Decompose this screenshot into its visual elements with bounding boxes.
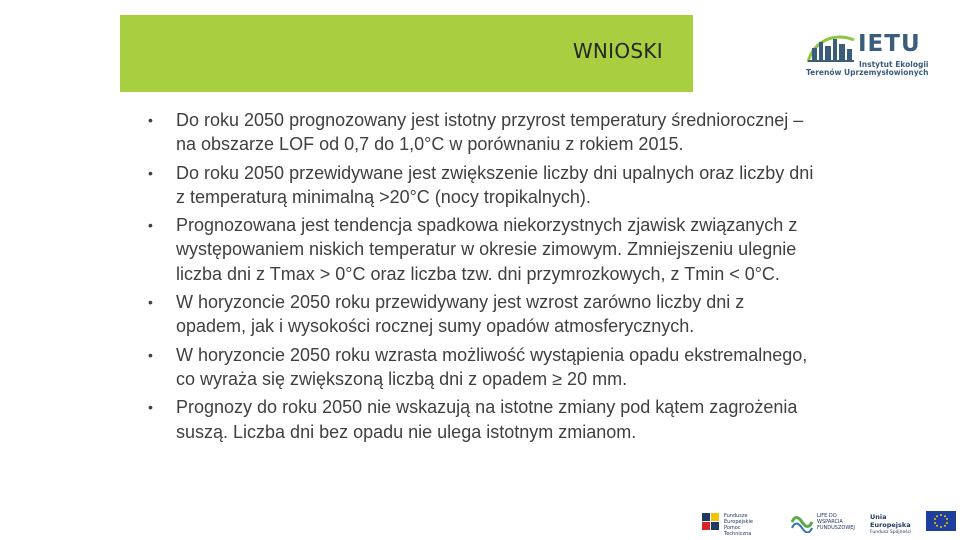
conclusions-list xyxy=(148,108,818,448)
list-item xyxy=(148,213,818,286)
unia-europejska-logo xyxy=(870,509,960,537)
fe-label-3: Pomoc Techniczna xyxy=(724,525,752,537)
list-item xyxy=(148,395,818,444)
bullet-text: W horyzoncie 2050 roku wzrasta możliwość wystąpienia opadu ekstremalnego, co wyraża się zwiększoną liczbą dni z opadem ≥ 20 mm. xyxy=(176,344,808,389)
fund-label-3: FUNDUSZOWEJ xyxy=(817,525,855,531)
fe-label-1: Fundusze xyxy=(724,513,748,519)
city-skyline-icon xyxy=(806,30,856,64)
fund-label-1: LIFE DO xyxy=(817,513,837,519)
bullet-text: Do roku 2050 przewidywane jest zwiększenie liczby dni upalnych oraz liczby dni z temperaturą minimalną >20°C (nocy tropikalnych). xyxy=(176,162,814,207)
green-wave-icon xyxy=(790,511,814,533)
list-item xyxy=(148,108,818,157)
eu-sub-label: Fundusz Spójności xyxy=(870,530,912,535)
bullet-dot-icon: • xyxy=(148,112,153,128)
fe-star-icon xyxy=(700,511,722,533)
eu-label: Unia Europejska xyxy=(870,513,911,529)
list-item xyxy=(148,290,818,339)
fe-label-2: Europejskie xyxy=(724,519,753,525)
bullet-text: Do roku 2050 prognozowany jest istotny przyrost temperatury średniorocznej – na obszarze LOF od 0,7 do 1,0°C w porównaniu z rokiem 2015. xyxy=(176,110,804,155)
bullet-dot-icon: • xyxy=(148,346,153,363)
life-program-logo xyxy=(790,509,865,537)
bullet-dot-icon: • xyxy=(148,399,153,416)
list-item xyxy=(148,343,818,392)
fundusze-europejskie-logo xyxy=(700,509,772,537)
list-item xyxy=(148,161,818,210)
logo-subtitle-line2: Terenów Uprzemysłowionych xyxy=(806,68,929,77)
bullet-text: Prognozowana jest tendencja spadkowa niekorzystnych zjawisk związanych z występowaniem niskich temperatur w okresie zimowym. Zmniejszeniu ulegnie liczba dni z Tmax > 0°C oraz liczba tzw. dni przymrozkowych, z Tmin < 0°C. xyxy=(176,215,798,284)
footer-logos xyxy=(700,507,960,540)
bullet-text: Prognozy do roku 2050 nie wskazują na istotne zmiany pod kątem zagrożenia suszą. Liczba dni bez opadu nie ulega istotnym zmianom. xyxy=(176,397,798,442)
page-title: WNIOSKI xyxy=(572,39,663,63)
bullet-dot-icon: • xyxy=(148,294,153,311)
bullet-dot-icon: • xyxy=(148,217,153,234)
title-band xyxy=(120,15,693,92)
fund-label-2: WSPARCIA xyxy=(817,519,843,525)
logo-subtitle-line1: Instytut Ekologii xyxy=(859,60,929,69)
bullet-text: W horyzoncie 2050 roku przewidywany jest wzrost zarówno liczby dni z opadem, jak i wysokości rocznej sumy opadów atmosferycznych. xyxy=(176,292,745,337)
eu-flag-icon xyxy=(926,511,956,531)
ietu-logo xyxy=(806,28,930,80)
bullet-dot-icon: • xyxy=(148,164,153,181)
logo-name: IETU xyxy=(858,31,921,57)
